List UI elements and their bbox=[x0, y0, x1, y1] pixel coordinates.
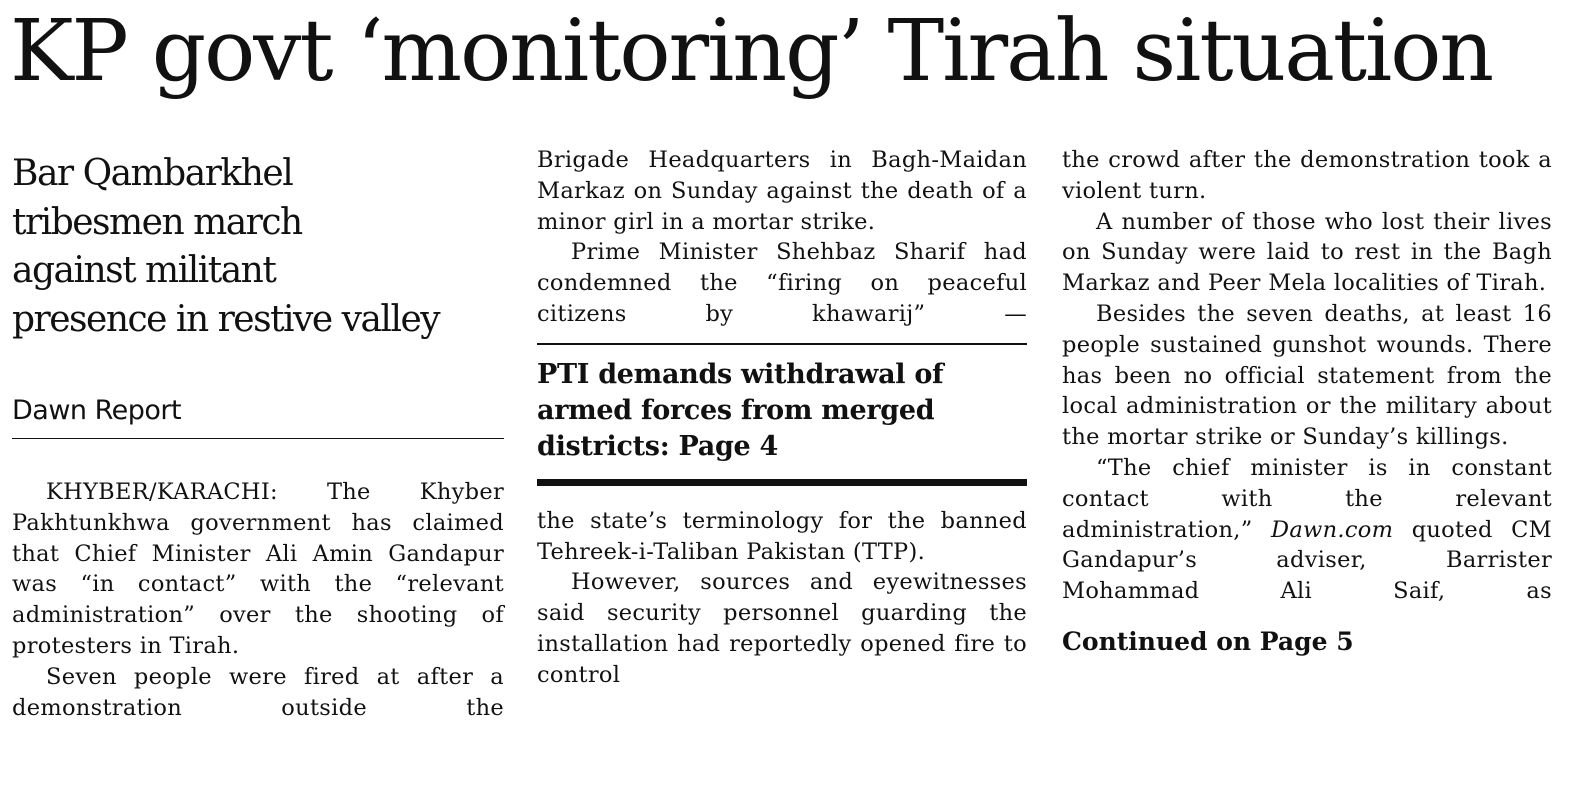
related-story-link[interactable]: PTI demands withdrawal of armed forces from merged districts: Page 4 bbox=[537, 358, 944, 462]
quote-attribution: quoted CM Gandapur’s adviser, Barrister Mohammad Ali Saif, as bbox=[1062, 516, 1552, 605]
subheadline-line: Bar Qambarkhel bbox=[12, 153, 293, 194]
column-2 bbox=[537, 145, 1027, 691]
subheadline-line: against militant bbox=[12, 250, 276, 291]
subheadline-line: presence in restive valley bbox=[12, 298, 440, 340]
paragraph-quote bbox=[1062, 453, 1552, 607]
paragraph: the crowd after the demonstration took a violent turn. bbox=[1062, 147, 1552, 204]
paragraph: KHYBER/KARACHI: The Khyber Pakhtunkhwa government has claimed that Chief Minister Ali Amin Gandapur was “in contact” with the “relevant administration” over the shooting of protesters in Tirah. bbox=[12, 479, 504, 659]
column-3 bbox=[1062, 145, 1552, 657]
column-1-body bbox=[12, 477, 504, 723]
paragraph: Besides the seven deaths, at least 16 people sustained gunshot wounds. There has been no official statement from the local administration or the military about the mortar strike or Sunday’s killings. bbox=[1062, 300, 1552, 451]
headline: KP govt ‘monitoring’ Tirah situation bbox=[10, 2, 1493, 101]
byline: Dawn Report bbox=[12, 396, 504, 439]
source-name: Dawn.com bbox=[1270, 516, 1394, 543]
related-story-box bbox=[537, 343, 1027, 486]
column-2-continuation bbox=[537, 506, 1027, 691]
paragraph: However, sources and eyewitnesses said security personnel guarding the installation had reportedly opened fire to control bbox=[537, 569, 1027, 688]
paragraph: Brigade Headquarters in Bagh-Maidan Markaz on Sunday against the death of a minor girl in a mortar strike. bbox=[537, 147, 1027, 235]
column-1 bbox=[12, 145, 504, 723]
continued-on-page-link[interactable]: Continued on Page 5 bbox=[1062, 626, 1354, 656]
paragraph: A number of those who lost their lives on Sunday were laid to rest in the Bagh Markaz and Peer Mela localities of Tirah. bbox=[1062, 208, 1552, 297]
paragraph: the state’s terminology for the banned Tehreek-i-Taliban Pakistan (TTP). bbox=[537, 507, 1027, 565]
subheadline-line: tribesmen march bbox=[12, 201, 302, 243]
paragraph: Seven people were fired at after a demonstration outside the bbox=[12, 663, 504, 721]
subheadline bbox=[12, 150, 504, 344]
paragraph: Prime Minister Shehbaz Sharif had condemned the “firing on peaceful citizens by khawarij” — bbox=[537, 239, 1027, 327]
quote-text: “The chief minister is in constant contact with the relevant administration,” bbox=[1062, 454, 1552, 543]
